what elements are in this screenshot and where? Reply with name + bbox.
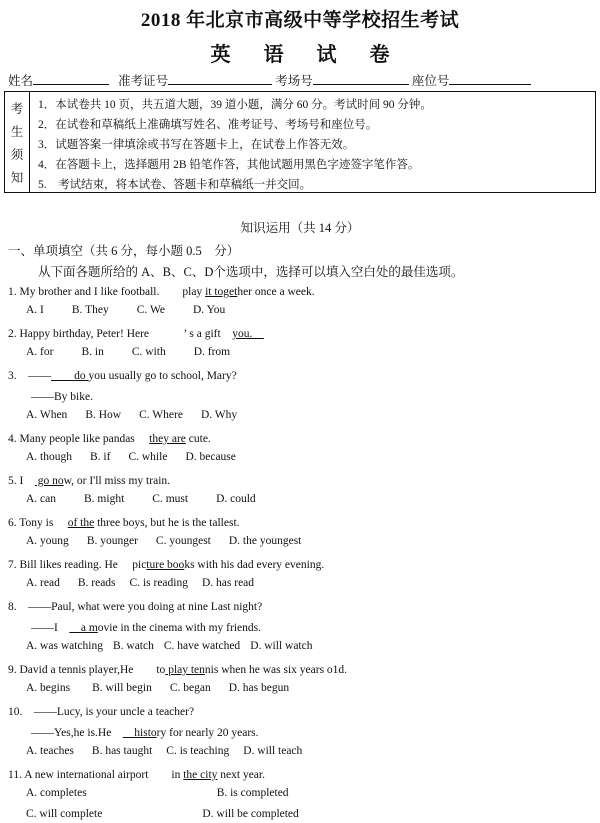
notice-item: 4．在答题卡上，选择题用 2B 铅笔作答，其他试题用黑色字迹签字笔作答。 xyxy=(38,159,420,171)
option-choice[interactable]: A. was watching xyxy=(26,640,103,652)
notice-heading-char: 考 xyxy=(10,102,24,116)
answer-options xyxy=(26,493,256,505)
subtitle-char: 卷 xyxy=(369,44,390,66)
question-text: 10. ——Lucy, is your uncle a teacher? xyxy=(8,706,195,718)
section-title: 知识运用（共 14 分） xyxy=(240,221,360,235)
notice-heading-char: 须 xyxy=(10,148,24,162)
question-line xyxy=(8,472,170,488)
question-text: 3. —— xyxy=(8,370,52,382)
question-text: ovie in the cinema with my friends. xyxy=(97,622,261,634)
option-choice[interactable]: D. You xyxy=(193,304,226,316)
option-choice[interactable]: A. When xyxy=(26,409,68,421)
subtitle-char: 语 xyxy=(263,44,284,66)
question-line xyxy=(8,283,315,299)
question-text: 1. My brother and I like football. play xyxy=(8,286,206,298)
option-choice[interactable]: C. Where xyxy=(139,409,183,421)
notice-item: 1．本试卷共 10 页，共五道大题，39 道小题，满分 60 分。考试时间 90 分钟。 xyxy=(38,99,432,111)
question-line xyxy=(8,661,347,677)
answer-options xyxy=(26,787,289,799)
question-line xyxy=(8,619,261,635)
question-text: 8. ——Paul, what were you doing at nine Last night? xyxy=(8,601,263,613)
seat-label: 座位号 xyxy=(411,74,450,88)
question-text: 7. Bill likes reading. He pic xyxy=(8,559,147,571)
question-text: 5. I xyxy=(8,475,35,487)
question-text: ks with his dad every evening. xyxy=(184,559,325,571)
option-choice[interactable]: B. They xyxy=(71,304,109,316)
notice-list xyxy=(38,95,432,195)
option-choice[interactable]: D. the youngest xyxy=(228,535,302,547)
option-choice[interactable]: B. might xyxy=(84,493,125,505)
answer-blank: they are xyxy=(149,433,186,445)
notice-heading-char: 知 xyxy=(10,171,24,185)
question-line xyxy=(8,514,240,530)
subtitle-char: 英 xyxy=(210,44,231,66)
question-text: next year. xyxy=(217,769,265,781)
option-choice[interactable]: C. began xyxy=(169,682,211,694)
answer-options xyxy=(26,577,254,589)
option-choice[interactable]: A. read xyxy=(26,577,60,589)
answer-blank: go no xyxy=(34,475,64,487)
option-choice[interactable]: D. will be completed xyxy=(202,808,299,820)
answer-options xyxy=(26,304,225,316)
answer-options xyxy=(26,346,230,358)
question-text: 2. Happy birthday, Peter! Here ’ s a gift xyxy=(8,328,233,340)
option-choice[interactable]: B. has taught xyxy=(91,745,153,757)
candidate-info-row xyxy=(8,71,598,89)
option-choice[interactable]: C. while xyxy=(128,451,168,463)
answer-options xyxy=(26,451,236,463)
question-text: w, or I'll miss my train. xyxy=(63,475,171,487)
room-label: 考场号 xyxy=(275,74,313,88)
option-choice[interactable]: A. can xyxy=(26,493,57,505)
answer-blank: it toget xyxy=(205,286,238,298)
option-choice[interactable]: B. if xyxy=(90,451,111,463)
option-choice[interactable]: B. is completed xyxy=(216,787,289,799)
question-text: cute. xyxy=(185,433,211,445)
option-choice[interactable]: A. begins xyxy=(26,682,71,694)
answer-options xyxy=(26,745,302,757)
option-choice[interactable]: D. will watch xyxy=(250,640,313,652)
question-line xyxy=(8,325,264,341)
exam-number-field[interactable] xyxy=(168,72,272,85)
option-choice[interactable]: A. young xyxy=(26,535,69,547)
answer-options xyxy=(26,409,237,421)
question-line xyxy=(8,598,262,614)
instruction-text: 从下面各题所给的 A、B、C、D个选项中，选择可以填入空白处的最佳选项。 xyxy=(38,265,464,279)
question-text: nis when he was six years o1d. xyxy=(204,664,348,676)
question-line xyxy=(8,556,324,572)
seat-field[interactable] xyxy=(449,72,531,85)
exam-number-label: 准考证号 xyxy=(118,74,169,88)
option-choice[interactable]: C. is reading xyxy=(129,577,188,589)
option-choice[interactable]: C. will complete xyxy=(26,808,103,820)
question-text: 11. A new international airport in xyxy=(8,769,184,781)
option-choice[interactable]: D. has read xyxy=(201,577,255,589)
part-title: 一、单项填空（共 6 分，每小题 0.5 分） xyxy=(8,244,240,258)
question-line xyxy=(8,430,211,446)
question-text: 6. Tony is xyxy=(8,517,68,529)
option-choice[interactable]: A. teaches xyxy=(26,745,74,757)
option-choice[interactable]: D. has begun xyxy=(228,682,290,694)
answer-blank: histo xyxy=(122,727,157,739)
question-text: you usually go to school, Mary? xyxy=(88,370,237,382)
question-line xyxy=(8,724,259,740)
option-choice[interactable]: D. because xyxy=(185,451,236,463)
question-line xyxy=(8,367,237,383)
option-choice[interactable]: B. reads xyxy=(77,577,116,589)
option-choice[interactable]: A. I xyxy=(26,304,44,316)
option-choice[interactable]: B. How xyxy=(85,409,122,421)
option-choice[interactable]: C. with xyxy=(131,346,166,358)
notice-item: 5. 考试结束，将本试卷、答题卡和草稿纸一并交回。 xyxy=(38,179,312,191)
option-choice[interactable]: A. completes xyxy=(26,787,87,799)
option-choice[interactable]: C. is teaching xyxy=(166,745,230,757)
exam-subtitle xyxy=(0,38,600,67)
answer-blank: the city xyxy=(183,769,218,781)
option-choice[interactable]: D. from xyxy=(193,346,231,358)
option-choice[interactable]: C. youngest xyxy=(155,535,211,547)
question-text: 4. Many people like pandas xyxy=(8,433,150,445)
notice-heading-char: 生 xyxy=(10,125,24,139)
option-choice[interactable]: C. must xyxy=(152,493,189,505)
answer-options xyxy=(26,808,299,820)
option-choice[interactable]: B. in xyxy=(81,346,104,358)
option-choice[interactable]: B. will begin xyxy=(92,682,152,694)
answer-options xyxy=(26,682,289,694)
question-line xyxy=(8,766,265,782)
answer-blank: you. xyxy=(232,328,264,340)
answer-options xyxy=(26,640,312,652)
option-choice[interactable]: B. younger xyxy=(86,535,138,547)
option-choice[interactable]: A. though xyxy=(26,451,72,463)
question-text: her once a week. xyxy=(237,286,315,298)
question-text: ry for nearly 20 years. xyxy=(156,727,259,739)
question-text: three boys, but he is the tallest. xyxy=(94,517,240,529)
answer-blank: a m xyxy=(69,622,98,634)
answer-blank: play ten xyxy=(165,664,205,676)
option-choice[interactable]: D. Why xyxy=(200,409,238,421)
notice-item: 3．试题答案一律填涂或书写在答题卡上，在试卷上作答无效。 xyxy=(38,139,355,151)
question-text: ——By bike. xyxy=(8,391,93,403)
option-choice[interactable]: A. for xyxy=(26,346,54,358)
option-choice[interactable]: C. We xyxy=(136,304,165,316)
room-field[interactable] xyxy=(313,72,409,85)
notice-heading xyxy=(5,92,30,192)
name-label: 姓名 xyxy=(8,74,34,88)
question-text: ——I xyxy=(8,622,70,634)
candidate-notice-box xyxy=(4,91,596,193)
answer-blank: do xyxy=(51,370,89,382)
option-choice[interactable]: D. will teach xyxy=(243,745,303,757)
name-field[interactable] xyxy=(33,72,109,85)
question-text: 9. David a tennis player,He to xyxy=(8,664,166,676)
subtitle-char: 试 xyxy=(316,44,337,66)
question-line xyxy=(8,703,194,719)
option-choice[interactable]: C. have watched xyxy=(163,640,241,652)
answer-options xyxy=(26,535,301,547)
answer-blank: of the xyxy=(67,517,95,529)
question-text: ——Yes,he is.He xyxy=(8,727,123,739)
answer-blank: ture boo xyxy=(146,559,185,571)
question-line xyxy=(8,388,93,404)
option-choice[interactable]: B. watch xyxy=(112,640,154,652)
notice-item: 2．在试卷和草稿纸上准确填写姓名、准考证号、考场号和座位号。 xyxy=(38,119,378,131)
option-choice[interactable]: D. could xyxy=(216,493,256,505)
exam-title: 2018 年北京市高级中等学校招生考试 xyxy=(140,10,460,31)
